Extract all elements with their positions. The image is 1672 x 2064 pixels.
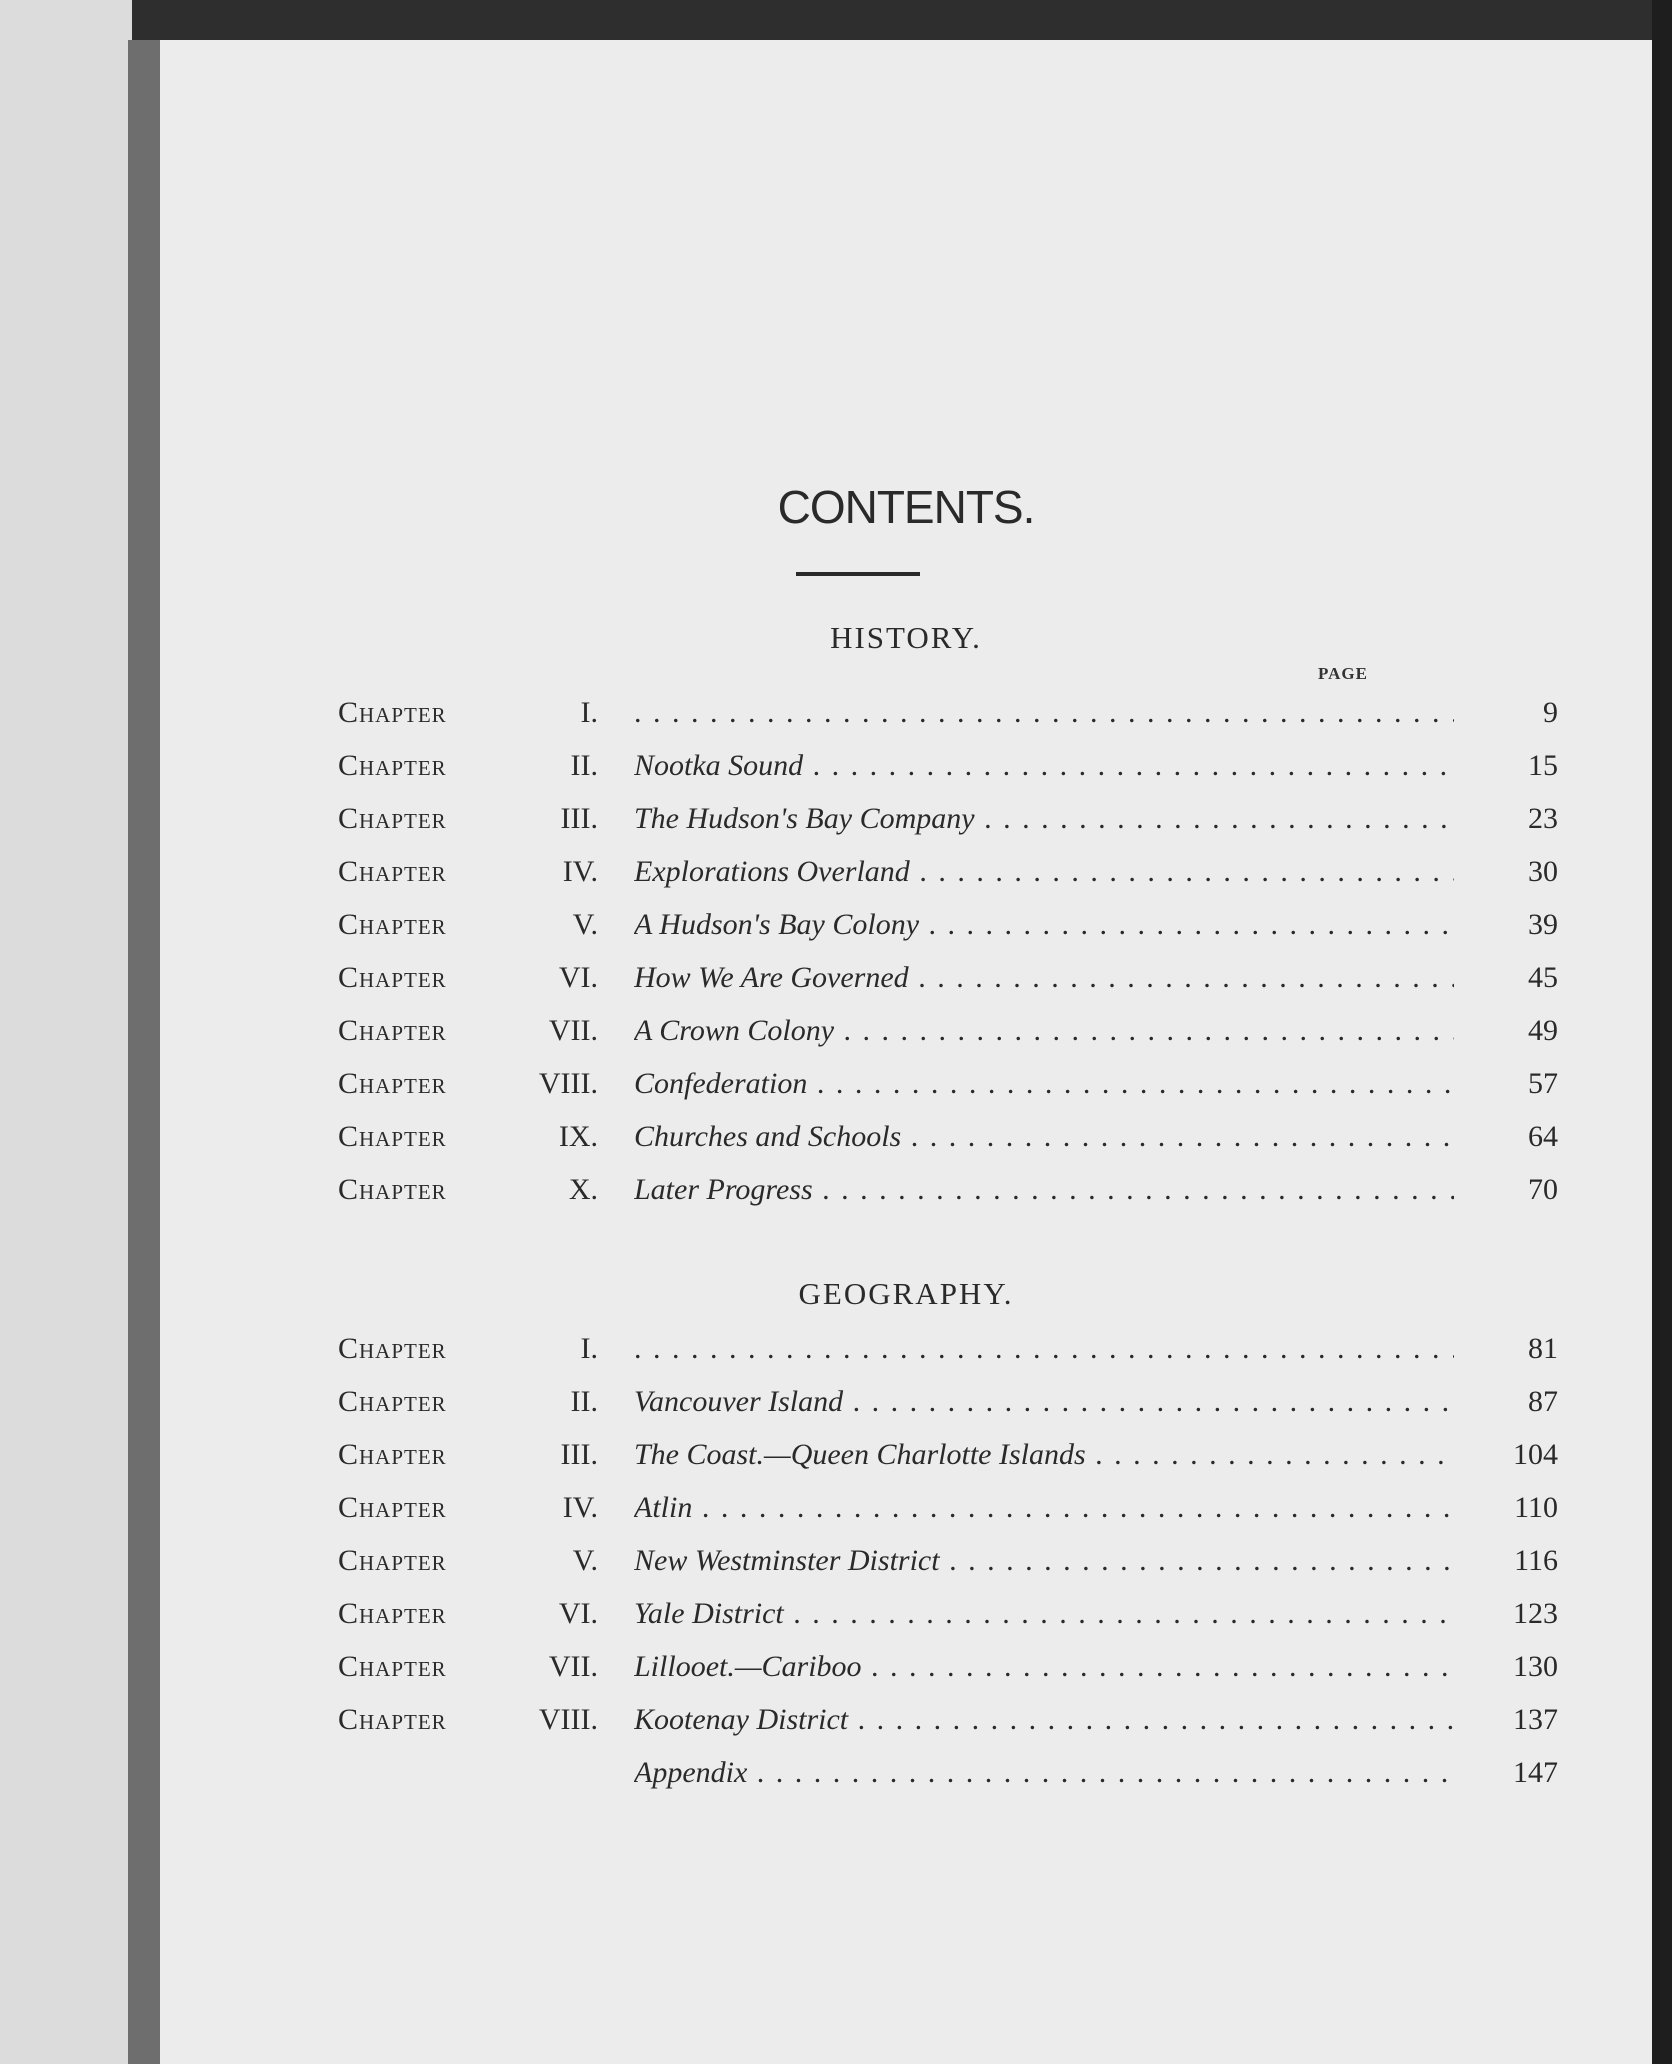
toc-row [338, 1544, 1558, 1584]
page-number: 147 [1513, 1756, 1558, 1789]
chapter-word: Chapter [338, 1703, 447, 1736]
chapter-number: VI. [558, 961, 598, 994]
chapter-number: IV. [562, 855, 598, 888]
chapter-number: II. [570, 749, 598, 782]
toc-row [338, 802, 1558, 842]
chapter-number: VII. [548, 1650, 598, 1683]
chapter-word: Chapter [338, 696, 447, 729]
chapter-title: New Westminster District . . . [634, 1544, 1454, 1578]
chapter-word: Chapter [338, 1173, 447, 1206]
facing-page-edge [0, 0, 132, 2064]
chapter-number: V. [572, 908, 598, 941]
page-number: 64 [1528, 1120, 1558, 1153]
chapter-number: IX. [558, 1120, 598, 1153]
chapter-title: Nootka Sound . . . [634, 749, 1454, 783]
chapter-title: Vancouver Island . . . [634, 1385, 1454, 1419]
chapter-word: Chapter [338, 749, 447, 782]
toc-row [338, 1120, 1558, 1160]
page-number: 70 [1528, 1173, 1558, 1206]
chapter-word: Chapter [338, 1385, 447, 1418]
chapter-title: Churches and Schools . . . [634, 1120, 1454, 1154]
appendix-title: Appendix . . . [634, 1756, 1454, 1790]
page-number: 30 [1528, 855, 1558, 888]
page-number: 49 [1528, 1014, 1558, 1047]
chapter-number: I. [580, 696, 598, 729]
page-number: 45 [1528, 961, 1558, 994]
page-number: 9 [1543, 696, 1558, 729]
page-number: 104 [1513, 1438, 1558, 1471]
chapter-number: III. [560, 1438, 598, 1471]
toc-row-appendix [338, 1756, 1558, 1796]
toc-row [338, 1703, 1558, 1743]
toc-row [338, 1491, 1558, 1531]
toc-row [338, 1597, 1558, 1637]
page-number: 81 [1528, 1332, 1558, 1365]
title-rule [796, 572, 920, 576]
page-number: 137 [1513, 1703, 1558, 1736]
chapter-number: VIII. [538, 1067, 598, 1100]
contents-page [160, 40, 1652, 2064]
chapter-word: Chapter [338, 1650, 447, 1683]
chapter-word: Chapter [338, 802, 447, 835]
page-number: 57 [1528, 1067, 1558, 1100]
toc-row [338, 1014, 1558, 1054]
toc-row [338, 696, 1558, 736]
toc-row [338, 908, 1558, 948]
chapter-number: VII. [548, 1014, 598, 1047]
chapter-title: Kootenay District . . . [634, 1703, 1454, 1737]
toc-row [338, 1067, 1558, 1107]
chapter-title: The Hudson's Bay Company . . . [634, 802, 1454, 836]
chapter-title: Later Progress . . . [634, 1173, 1454, 1207]
page-title: CONTENTS. [777, 481, 1035, 533]
toc-row [338, 1173, 1558, 1213]
page-number: 116 [1514, 1544, 1558, 1577]
chapter-word: Chapter [338, 1491, 447, 1524]
chapter-number: V. [572, 1544, 598, 1577]
toc-row [338, 961, 1558, 1001]
chapter-title: Atlin . . . [634, 1491, 1454, 1525]
chapter-number: IV. [562, 1491, 598, 1524]
page-number: 130 [1513, 1650, 1558, 1683]
chapter-word: Chapter [338, 1014, 447, 1047]
chapter-number: X. [568, 1173, 598, 1206]
chapter-word: Chapter [338, 1438, 447, 1471]
page-number: 23 [1528, 802, 1558, 835]
chapter-word: Chapter [338, 961, 447, 994]
page-number: 87 [1528, 1385, 1558, 1418]
section-heading-geography: GEOGRAPHY. [798, 1276, 1014, 1311]
chapter-word: Chapter [338, 1067, 447, 1100]
chapter-title: The Coast.—Queen Charlotte Islands . . . [634, 1438, 1454, 1472]
page-number: 123 [1513, 1597, 1558, 1630]
chapter-title: Lillooet.—Cariboo . . . [634, 1650, 1454, 1684]
toc-row [338, 855, 1558, 895]
toc-row [338, 749, 1558, 789]
chapter-word: Chapter [338, 908, 447, 941]
chapter-title: Confederation . . . [634, 1067, 1454, 1101]
chapter-word: Chapter [338, 1120, 447, 1153]
chapter-number: III. [560, 802, 598, 835]
chapter-word: Chapter [338, 855, 447, 888]
chapter-number: II. [570, 1385, 598, 1418]
chapter-title: Yale District . . . [634, 1597, 1454, 1631]
chapter-title [634, 696, 1454, 730]
chapter-title: How We Are Governed . . . [634, 961, 1454, 995]
chapter-title [634, 1332, 1454, 1366]
page-number: 39 [1528, 908, 1558, 941]
chapter-number: I. [580, 1332, 598, 1365]
chapter-number: VI. [558, 1597, 598, 1630]
chapter-title: A Hudson's Bay Colony . . . [634, 908, 1454, 942]
section-heading-history: HISTORY. [830, 620, 982, 655]
toc-row [338, 1438, 1558, 1478]
page-number: 15 [1528, 749, 1558, 782]
chapter-title: Explorations Overland . . . [634, 855, 1454, 889]
toc-row [338, 1385, 1558, 1425]
page-column-label: PAGE [1318, 664, 1368, 683]
chapter-word: Chapter [338, 1332, 447, 1365]
toc-row [338, 1650, 1558, 1690]
scan-border [1652, 0, 1672, 2064]
page-number: 110 [1514, 1491, 1558, 1524]
book-gutter [128, 40, 164, 2064]
chapter-word: Chapter [338, 1544, 447, 1577]
chapter-title: A Crown Colony . . . [634, 1014, 1454, 1048]
chapter-word: Chapter [338, 1597, 447, 1630]
toc-row [338, 1332, 1558, 1372]
chapter-number: VIII. [538, 1703, 598, 1736]
